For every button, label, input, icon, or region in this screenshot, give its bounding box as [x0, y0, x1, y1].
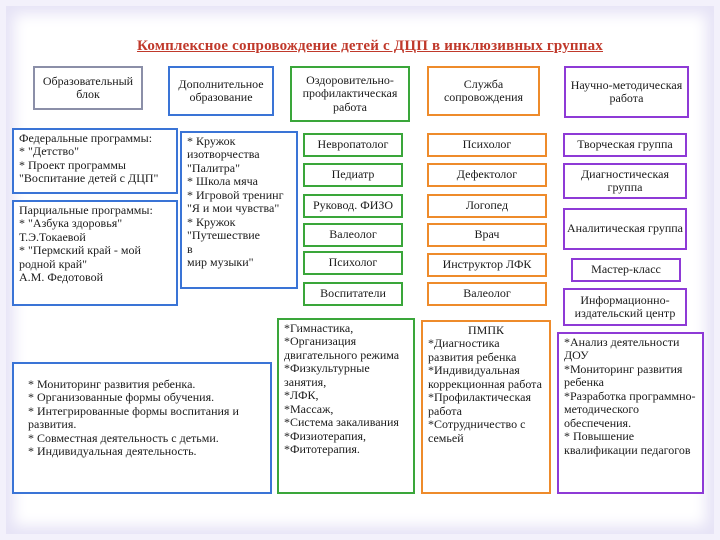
service-item-label: Психолог — [462, 137, 512, 152]
header-health-label: Оздоровительно-профилактическая работа — [302, 72, 398, 114]
service-item-valeologist — [427, 282, 547, 306]
health-activity: *Система закаливания — [284, 415, 399, 430]
extra-line: * Игровой тренинг — [187, 187, 284, 202]
method-item-diagnostic-group — [563, 163, 687, 199]
federal-line: Федеральные программы: — [19, 131, 153, 145]
partial-line: родной край" — [19, 256, 88, 271]
partial-line: Т.Э.Токаевой — [19, 229, 86, 244]
health-activity: *Фитотерапия. — [284, 441, 360, 456]
health-item-label: Валеолог — [329, 227, 377, 242]
extra-line: "Палитра" — [187, 160, 241, 175]
edu-activity: * Организованные формы обучения. — [28, 390, 215, 405]
health-activity: *ЛФК, — [284, 388, 319, 403]
method-activity: * Повышение квалификации педагогов — [564, 429, 691, 457]
service-item-label: Валеолог — [463, 286, 511, 301]
partial-line: * "Пермский край - мой — [19, 243, 141, 258]
service-item-speech-therapist — [427, 194, 547, 218]
health-item-label: Невропатолог — [317, 137, 389, 152]
service-item-label: Инструктор ЛФК — [442, 257, 532, 272]
method-item-label: Мастер-класс — [591, 262, 661, 277]
edu-activity: * Индивидуальная деятельность. — [28, 444, 197, 459]
federal-line: * Проект программы — [19, 157, 126, 172]
method-activity: *Мониторинг развития ребенка — [564, 361, 683, 390]
method-item-creative-group — [563, 133, 687, 157]
pmpk-item: *Сотрудничество с семьей — [428, 417, 526, 445]
health-item-neurologist — [303, 133, 403, 157]
header-additional-label: Дополнительное образование — [178, 76, 264, 104]
health-item-label: Педиатр — [331, 167, 375, 182]
partial-programs-box — [12, 200, 178, 306]
method-item-label: Диагностическая группа — [580, 166, 670, 194]
health-activity: *Гимнастика, — [284, 321, 354, 335]
health-item-valeologist — [303, 223, 403, 247]
method-activity: *Анализ деятельности ДОУ — [564, 335, 680, 363]
service-item-defectologist — [427, 163, 547, 187]
method-item-label: Информационно-издательский центр — [574, 292, 676, 320]
extra-line: мир музыки" — [187, 254, 254, 269]
service-item-label: Врач — [474, 227, 500, 242]
header-health-work — [290, 66, 410, 122]
edu-activity: * Мониторинг развития ребенка. — [28, 377, 196, 391]
service-item-label: Дефектолог — [456, 167, 518, 182]
header-support-service — [427, 66, 540, 116]
method-item-label: Творческая группа — [577, 137, 673, 152]
health-item-label: Руковод. ФИЗО — [312, 198, 394, 213]
service-item-doctor — [427, 223, 547, 247]
extra-line: * Кружок "Путешествие — [187, 214, 260, 243]
health-activity: *Физиотерапия, — [284, 428, 367, 443]
extra-line: * Школа мяча — [187, 174, 258, 189]
health-item-label: Психолог — [328, 255, 378, 270]
diagram-title: Комплексное сопровождение детей с ДЦП в инклюзивных группах — [136, 38, 603, 54]
health-item-psychologist — [303, 251, 403, 275]
pmpk-item: *Диагностика развития ребенка — [428, 336, 517, 364]
health-item-pediatrician — [303, 163, 403, 187]
edu-activity: * Интегрированные формы воспитания и развития. — [28, 403, 239, 432]
health-item-educators — [303, 282, 403, 306]
pmpk-title: ПМПК — [467, 323, 504, 337]
service-item-psychologist — [427, 133, 547, 157]
health-activity: *Физкультурные занятия, — [284, 361, 370, 389]
extra-line: "Я и мои чувства" — [187, 201, 280, 216]
federal-programs-box — [12, 128, 178, 194]
service-item-label: Логопед — [465, 198, 509, 213]
pmpk-item: *Профилактическая работа — [428, 390, 531, 418]
health-activity: *Массаж, — [284, 401, 334, 416]
extra-line: изотворчества — [187, 147, 260, 162]
method-item-publishing-center — [563, 288, 687, 326]
header-educational-label: Образовательный блок — [42, 73, 134, 101]
header-support-label: Служба сопровождения — [443, 76, 524, 104]
federal-line: "Воспитание детей с ДЦП" — [19, 171, 159, 186]
extra-education-list — [180, 131, 298, 289]
method-item-analytic-group — [563, 208, 687, 250]
method-activity: *Разработка программно-методического обеспечения. — [564, 388, 696, 430]
edu-activity: * Совместная деятельность с детьми. — [28, 430, 219, 445]
pmpk-box — [421, 320, 551, 494]
header-methodical-label: Научно-методическая работа — [570, 77, 683, 105]
federal-line: * "Детство" — [19, 144, 79, 159]
health-item-label: Воспитатели — [320, 286, 386, 301]
partial-line: Парциальные программы: — [19, 203, 153, 217]
extra-line: в — [187, 241, 193, 256]
health-activities-box — [277, 318, 415, 494]
method-activities-box — [557, 332, 704, 494]
header-educational-block — [33, 66, 143, 110]
partial-line: * "Азбука здоровья" — [19, 216, 123, 231]
header-methodical-work — [564, 66, 689, 118]
method-item-master-class — [571, 258, 681, 282]
extra-line: * Кружок — [187, 134, 236, 148]
edu-activities-box — [12, 362, 272, 494]
health-item-pe-head — [303, 194, 403, 218]
header-additional-education — [168, 66, 274, 116]
method-item-label: Аналитическая группа — [566, 221, 683, 236]
service-item-lfk-instructor — [427, 253, 547, 277]
partial-line: А.М. Федотовой — [19, 270, 104, 285]
health-activity: *Организация двигательного режима — [284, 334, 400, 362]
pmpk-item: *Индивидуальная коррекционная работа — [428, 363, 542, 391]
